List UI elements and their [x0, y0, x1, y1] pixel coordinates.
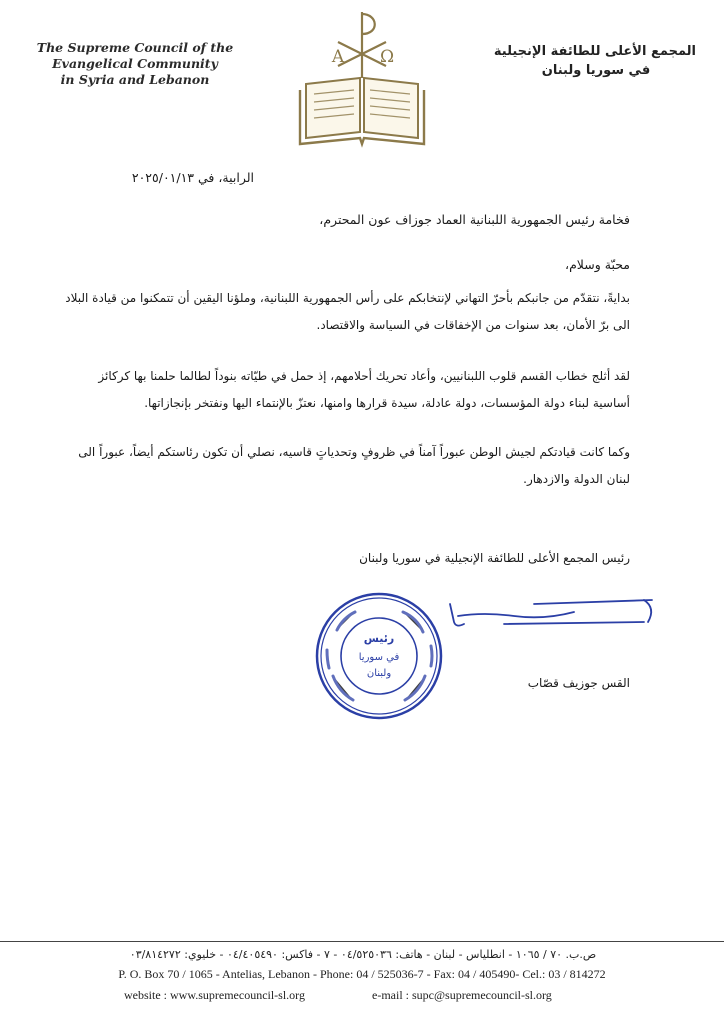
footer-website-link[interactable]: website : www.supremecouncil-sl.org [124, 988, 305, 1002]
arabic-name-line: في سوريا ولبنان [541, 63, 651, 78]
signature-title: رئيس المجمع الأعلى للطائفة الإنجيلية في سوريا ولبنان [359, 551, 630, 565]
footer-english-contact: P. O. Box 70 / 1065 - Antelias, Lebanon - Phone: 04 / 525036-7 - Fax: 04 / 405490- Cel.: 03 / 814272 [118, 967, 606, 981]
letter-recipient: فخامة رئيس الجمهورية اللبنانية العماد جوزاف عون المحترم، [319, 212, 630, 227]
signatory-name: القس جوزيف قصّاب [527, 676, 630, 690]
letter-paragraph: بدايةً، نتقدّم من جانبكم بأحرّ التهاني لإنتخابكم على رأس الجمهورية اللبنانية، وملؤنا اليقين أن تتمكنوا من قيادة البلاد الى برّ الأمان، بعد سنوات من الإخفاقات في السياسة والاقتصاد. [65, 291, 630, 332]
chi-rho-bible-emblem-icon [292, 6, 432, 148]
handwritten-signature-icon [444, 590, 664, 640]
footer-email-link[interactable]: e-mail : supc@supremecouncil-sl.org [372, 988, 552, 1002]
official-seal-icon [313, 590, 445, 722]
svg-text:ولبنان: ولبنان [366, 668, 392, 679]
alpha-glyph: Α [331, 47, 345, 67]
letter-paragraph: لقد أثلج خطاب القسم قلوب اللبنانيين، وأعاد تحريك أحلامهم، إذ حمل في طيّاته بنوداً لطالما حلمنا بها كركائز أساسية لبناء دولة المؤسسات، دولة عادلة، سيدة قرارها وامنها، نعتزّ بالإنتماء اليها ونفتخر بإنجازاتها. [98, 369, 630, 410]
omega-glyph: Ω [379, 47, 395, 67]
english-name-line: in Syria and Lebanon [60, 72, 210, 87]
svg-text:رئيس: رئيس [363, 632, 395, 645]
english-name-line: The Supreme Council of the [36, 40, 234, 55]
arabic-name-line: المجمع الأعلى للطائفة الإنجيلية [493, 44, 696, 59]
letterhead-english-name [30, 40, 240, 88]
letter-greeting: محبّة وسلام، [565, 257, 630, 272]
english-name-line: Evangelical Community [52, 56, 218, 71]
footer-arabic-contact: ص.ب. ٧٠ / ١٠٦٥ - انطلياس - لبنان - هاتف: ٠٤/٥٢٥٠٣٦ - ٧ - فاكس: ٠٤/٤٠٥٤٩٠ - خليوي: ٠٣/٨١٤٢٧٢ [129, 948, 597, 961]
svg-text:في سوريا: في سوريا [358, 652, 400, 663]
letterhead-arabic-name [493, 42, 696, 80]
letter-paragraph: وكما كانت قيادتكم لجيش الوطن عبوراً آمناً في ظروفٍ وتحدياتٍ قاسيه، نصلي أن تكون رئاستكم أيضاً، عبوراً الى لبنان الدولة والازدهار. [78, 445, 630, 486]
footer-divider [0, 941, 724, 942]
letter-date: الرابية، في ٢٠٢٥/٠١/١٣ [131, 170, 254, 185]
